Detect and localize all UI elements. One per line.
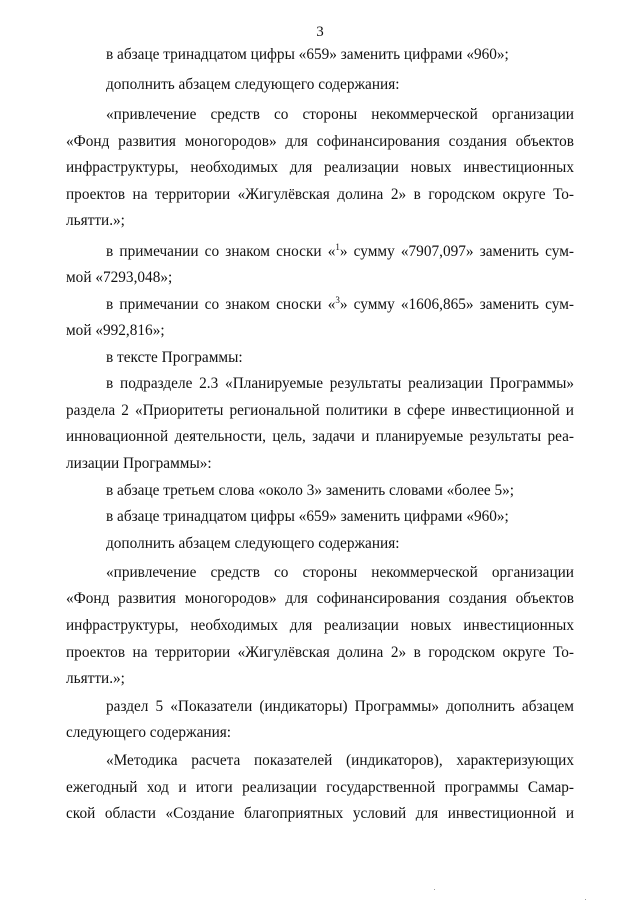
paragraph-line: льятти.»; xyxy=(66,212,125,229)
footnote-mark: 1 xyxy=(335,242,340,252)
paragraph-line: дополнить абзацем следующего содержания: xyxy=(106,535,400,552)
line-part: в примечании со знаком сноски « xyxy=(106,296,336,313)
paragraph-line: ежегодный ход и итоги реализации государственной программы Самар- xyxy=(66,779,574,796)
paragraph-line: «Фонд развития моногородов» для софинансирования создания объектов xyxy=(66,590,574,607)
paragraph-line: мой «7293,048»; xyxy=(66,269,173,286)
paragraph-line: раздел 5 «Показатели (индикаторы) Программы» дополнить абзацем xyxy=(106,698,574,715)
paragraph-line: мой «992,816»; xyxy=(66,322,165,339)
line-part: » сумму «7907,097» заменить сум- xyxy=(339,243,574,260)
paragraph-line: проектов на территории «Жигулёвская долина 2» в городском округе То- xyxy=(66,644,574,661)
page-number: 3 xyxy=(316,24,324,40)
paragraph-line: следующего содержания: xyxy=(66,724,232,741)
paragraph-line: льятти.»; xyxy=(66,670,125,687)
paragraph-line: в абзаце третьем слова «около 3» заменить словами «более 5»; xyxy=(106,482,515,499)
paragraph-line: в тексте Программы: xyxy=(106,349,243,366)
paragraph-line: «привлечение средств со стороны некоммерческой организации xyxy=(106,564,574,581)
paragraph-line: «привлечение средств со стороны некоммерческой организации xyxy=(106,106,574,123)
paragraph-line: раздела 2 «Приоритеты региональной политики в сфере инвестиционной и xyxy=(66,402,574,419)
paragraph-line: ской области «Создание благоприятных условий для инвестиционной и xyxy=(66,805,574,822)
paragraph-line: инфраструктуры, необходимых для реализации новых инвестиционных xyxy=(66,617,574,634)
line-part: в примечании со знаком сноски « xyxy=(106,243,336,260)
scan-speck xyxy=(585,899,586,900)
paragraph-line xyxy=(106,295,574,315)
paragraph-line: дополнить абзацем следующего содержания: xyxy=(106,76,400,93)
paragraph-line: в абзаце тринадцатом цифры «659» заменить цифрами «960»; xyxy=(106,508,509,525)
paragraph-line: проектов на территории «Жигулёвская долина 2» в городском округе То- xyxy=(66,186,574,203)
paragraph-line: в подразделе 2.3 «Планируемые результаты реализации Программы» xyxy=(106,375,574,392)
paragraph-line: «Фонд развития моногородов» для софинансирования создания объектов xyxy=(66,133,574,150)
paragraph-line: инфраструктуры, необходимых для реализации новых инвестиционных xyxy=(66,159,574,176)
footnote-mark: 3 xyxy=(335,295,340,305)
line-part: » сумму «1606,865» заменить сум- xyxy=(339,296,574,313)
scan-speck xyxy=(434,889,435,890)
paragraph-line: инновационной деятельности, цель, задачи и планируемые результаты реа- xyxy=(66,428,574,445)
paragraph-line: лизации Программы»: xyxy=(66,455,212,472)
paragraph-line: «Методика расчета показателей (индикаторов), характеризующих xyxy=(106,752,574,769)
paragraph-line xyxy=(106,242,574,262)
paragraph-line: в абзаце тринадцатом цифры «659» заменить цифрами «960»; xyxy=(106,46,509,63)
